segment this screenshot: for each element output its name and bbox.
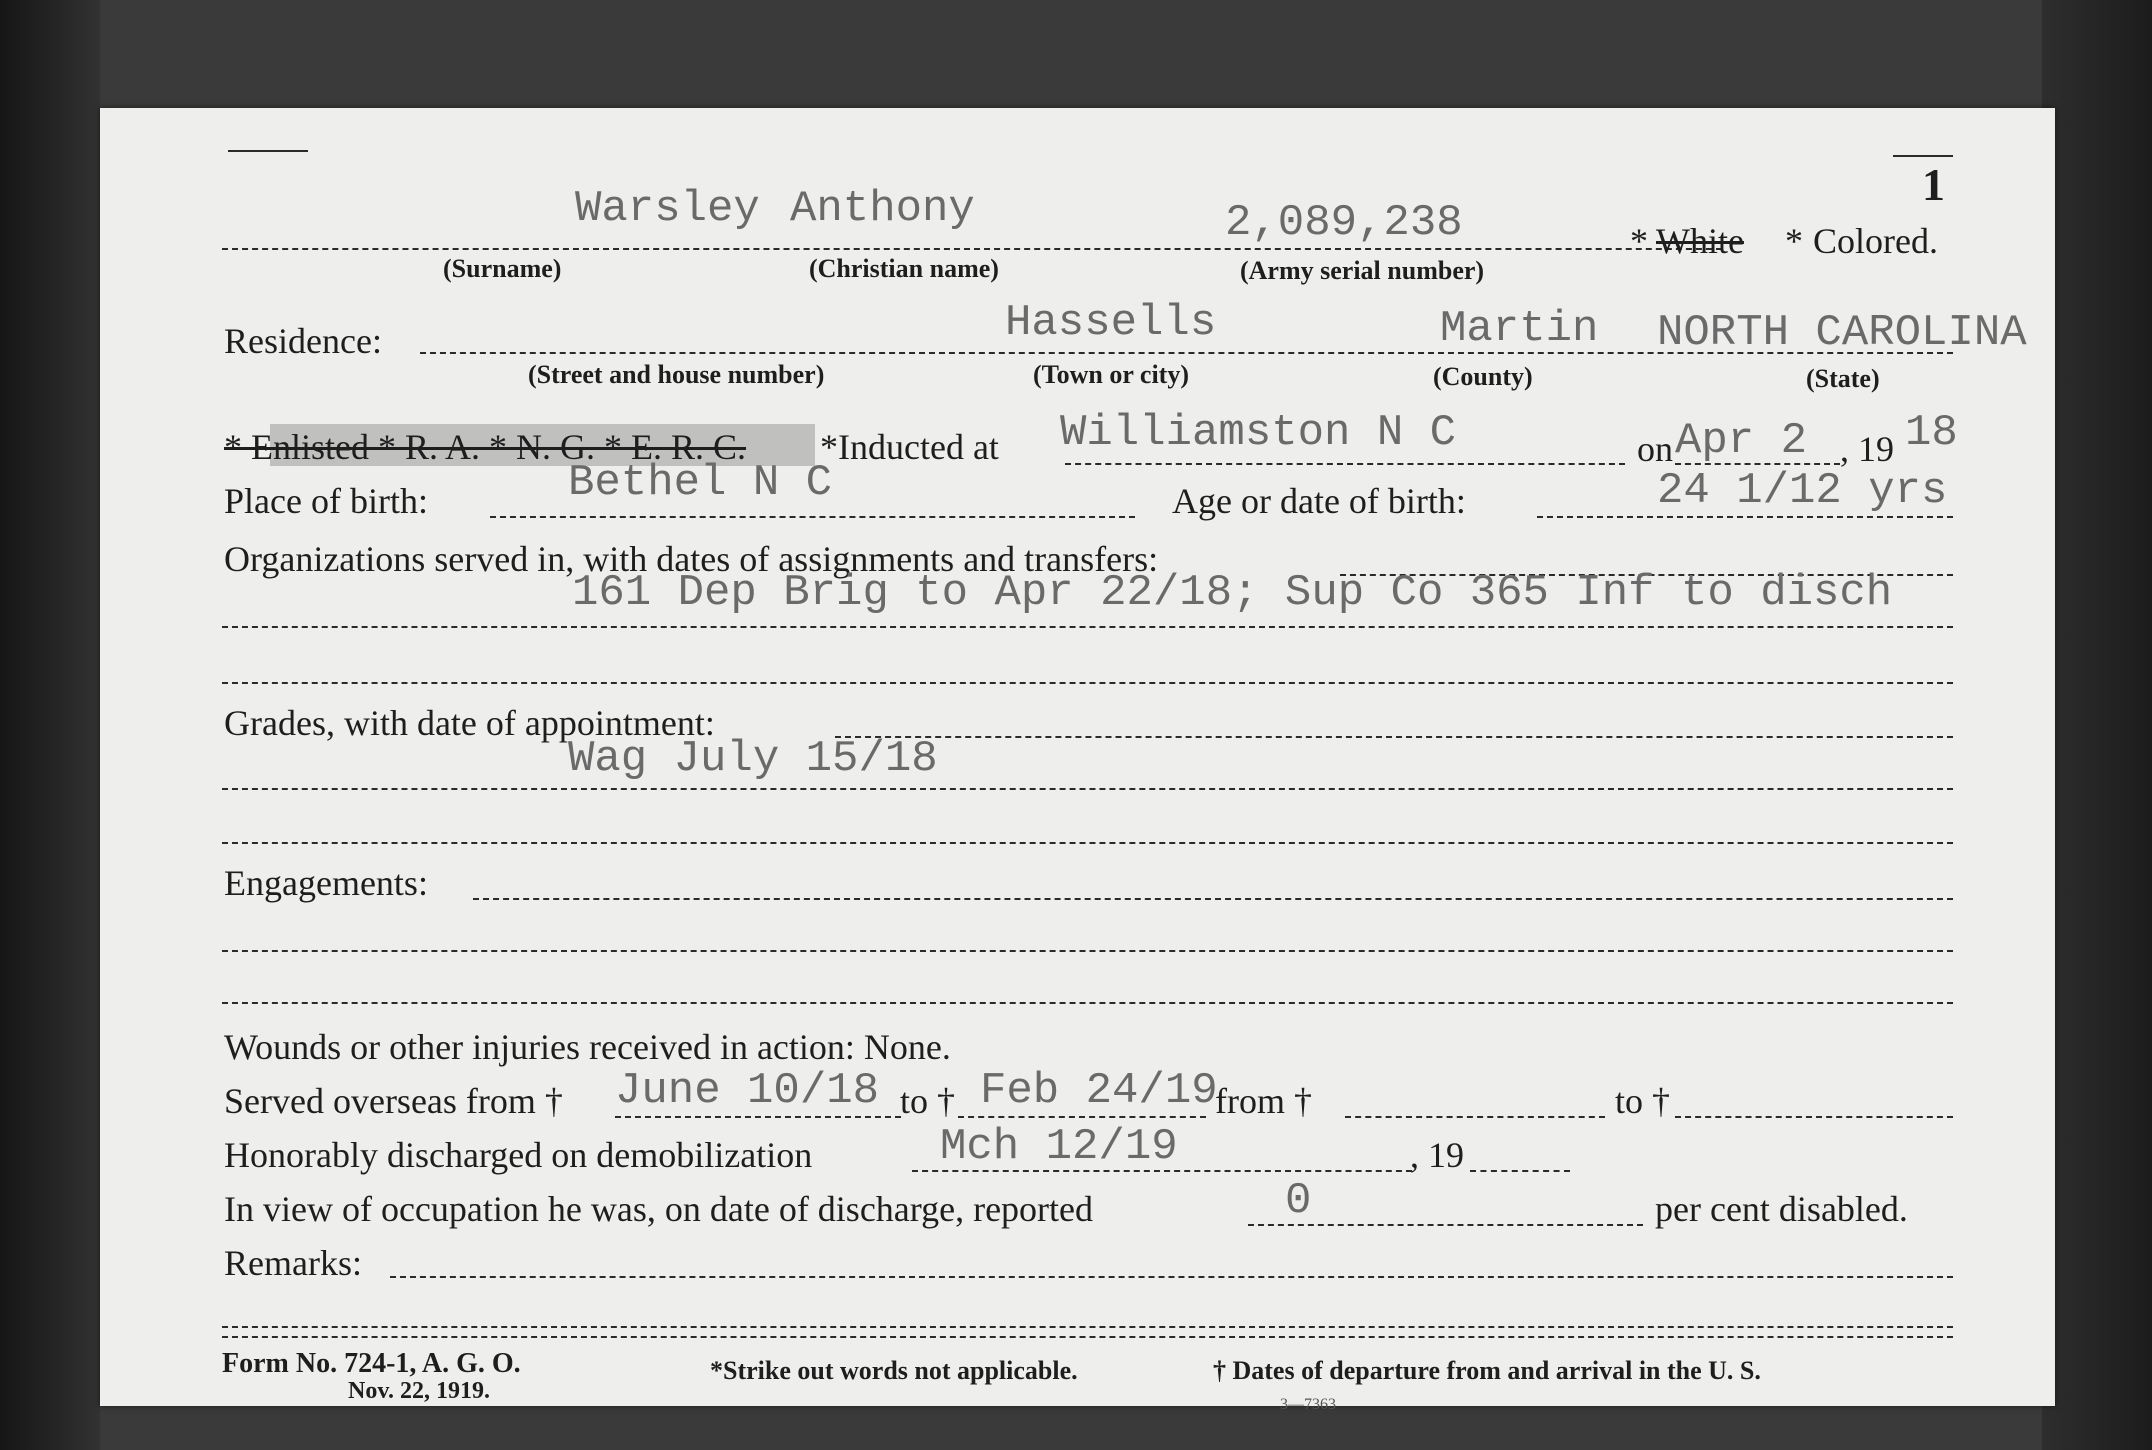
card-number: 1 [1922, 159, 1945, 210]
race-colored: Colored. [1813, 221, 1938, 261]
residence-label: Residence: [224, 321, 382, 361]
county-value: Martin [1440, 304, 1599, 354]
disability-line [1248, 1224, 1643, 1226]
grades-line-3 [222, 842, 1953, 844]
remarks-line-3 [222, 1336, 1953, 1338]
overseas-from-line [615, 1116, 901, 1118]
overseas-label: Served overseas from † [224, 1081, 563, 1121]
birthplace-label: Place of birth: [224, 481, 428, 521]
bottom-code: 3—7363 [1280, 1396, 1336, 1413]
caption-county: (County) [1433, 362, 1533, 391]
race-star-2: * [1785, 221, 1803, 261]
inducted-date-line [1675, 463, 1840, 465]
discharge-label: Honorably discharged on demobilization [224, 1135, 813, 1175]
remarks-line-1 [390, 1276, 1953, 1278]
race-white-struck: White [1656, 221, 1744, 261]
overseas-from-value: June 10/18 [615, 1066, 880, 1116]
grades-line-2 [222, 788, 1953, 790]
year-prefix: , 19 [1840, 429, 1894, 469]
birthplace-value: Bethel N C [568, 458, 833, 508]
inducted-date-value: Apr 2 [1675, 416, 1808, 466]
name-line [222, 248, 1722, 250]
engagements-line-2 [222, 950, 1953, 952]
grades-value: Wag July 15/18 [568, 734, 938, 784]
overseas-to-line [958, 1116, 1206, 1118]
footnote-dagger: † Dates of departure from and arrival in the U. S. [1213, 1356, 1761, 1385]
overseas-to2-line [1675, 1116, 1953, 1118]
overseas-to2-label: to † [1615, 1081, 1671, 1121]
service-record-card [100, 108, 2055, 1413]
inducted-place-value: Williamston N C [1060, 408, 1457, 458]
discharge-year-line [1470, 1170, 1570, 1172]
serial-number-value: 2,089,238 [1225, 198, 1463, 248]
enlisted-options-struck: * Enlisted * R. A. * N. G. * E. R. C. [224, 427, 747, 467]
scan-border-left [0, 0, 100, 1450]
disability-value: 0 [1285, 1176, 1312, 1226]
inducted-line [1065, 463, 1625, 465]
form-date: Nov. 22, 1919. [348, 1378, 491, 1404]
caption-christian-name: (Christian name) [809, 254, 999, 283]
overseas-to-value: Feb 24/19 [980, 1066, 1218, 1116]
caption-serial-number: (Army serial number) [1240, 256, 1485, 285]
discharge-year-label: , 19 [1410, 1135, 1464, 1175]
overseas-from2-line [1345, 1116, 1605, 1118]
age-line [1537, 516, 1953, 518]
engagements-line-1 [473, 898, 1953, 900]
grades-label: Grades, with date of appointment: [224, 703, 715, 743]
caption-street: (Street and house number) [528, 360, 825, 389]
year-suffix-value: 18 [1905, 408, 1958, 458]
caption-town: (Town or city) [1033, 360, 1189, 389]
organizations-line-2 [222, 626, 1953, 628]
age-label: Age or date of birth: [1172, 481, 1466, 521]
caption-state: (State) [1806, 364, 1880, 393]
overseas-from2-label: from † [1215, 1081, 1312, 1121]
discharge-line [912, 1170, 1412, 1172]
engagements-line-3 [222, 1002, 1953, 1004]
discharge-date-value: Mch 12/19 [940, 1122, 1178, 1172]
town-value: Hassells [1005, 298, 1217, 348]
footnote-star: *Strike out words not applicable. [710, 1356, 1078, 1385]
top-left-rule [228, 150, 308, 152]
disability-label: In view of occupation he was, on date of discharge, reported [224, 1189, 1094, 1229]
caption-surname: (Surname) [443, 254, 562, 283]
state-value: NORTH CAROLINA [1657, 308, 2027, 358]
engagements-label: Engagements: [224, 863, 428, 903]
organizations-label: Organizations served in, with dates of assignments and transfers: [224, 539, 1159, 579]
form-number: Form No. 724-1, A. G. O. [222, 1348, 521, 1379]
surname-value: Warsley [575, 184, 760, 234]
overseas-to-label: to † [900, 1081, 956, 1121]
on-label: on [1637, 429, 1673, 469]
remarks-label: Remarks: [224, 1243, 362, 1283]
inducted-label: *Inducted at [820, 427, 999, 467]
organizations-line-3 [222, 682, 1953, 684]
scan-border-right [2042, 0, 2152, 1450]
top-right-rule [1893, 155, 1953, 157]
christian-name-value: Anthony [790, 184, 975, 234]
remarks-line-2 [222, 1326, 1953, 1328]
grades-line-1 [835, 736, 1953, 738]
organizations-value: 161 Dep Brig to Apr 22/18; Sup Co 365 Inf to disch [572, 568, 1893, 618]
disability-suffix: per cent disabled. [1655, 1189, 1908, 1229]
birthplace-line [490, 516, 1135, 518]
wounds-label: Wounds or other injuries received in action: None. [224, 1027, 951, 1067]
race-star-1: * [1630, 221, 1648, 261]
residence-line [420, 352, 1953, 354]
age-value: 24 1/12 yrs [1657, 466, 1948, 516]
